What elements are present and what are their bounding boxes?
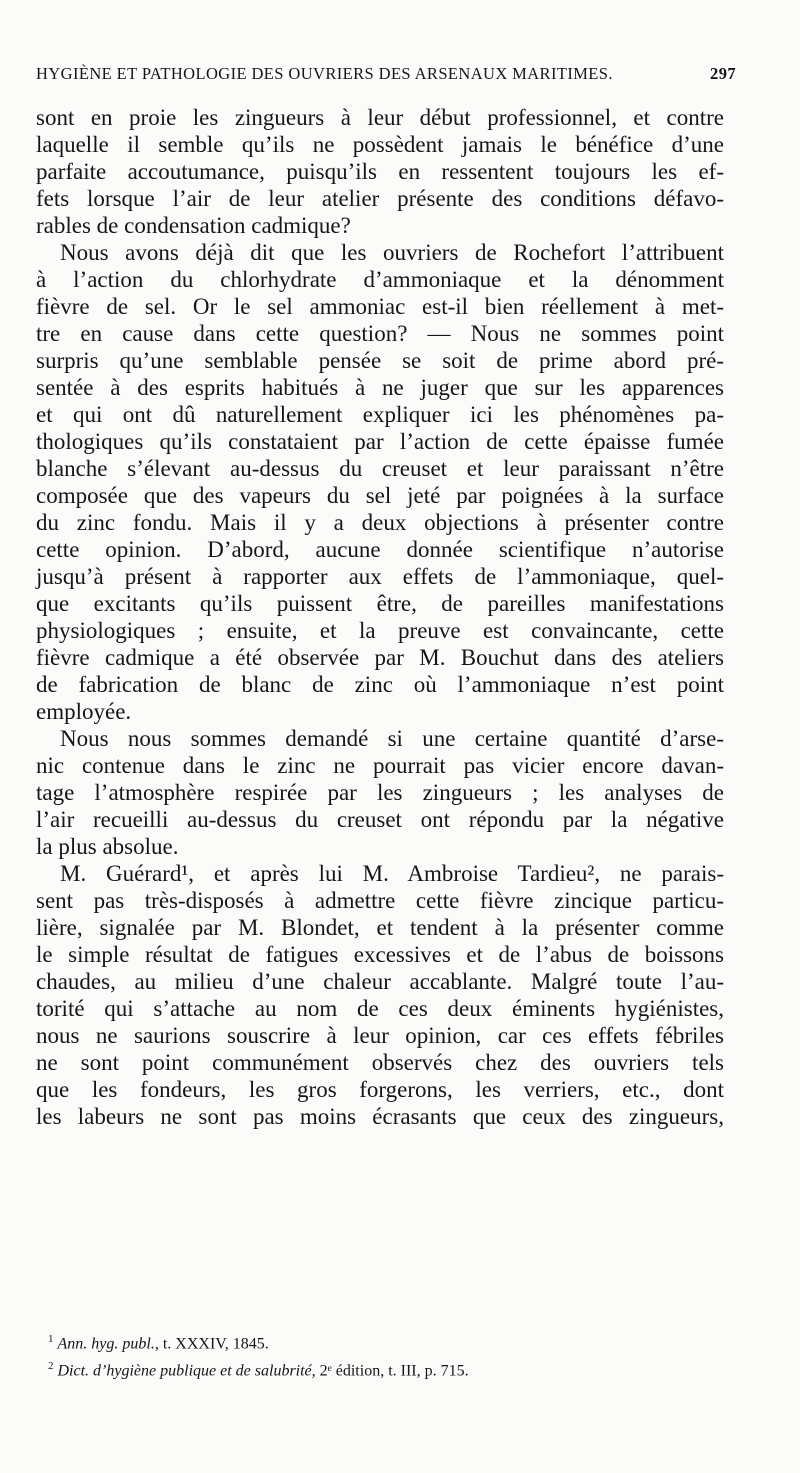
paragraph-4	[36, 860, 724, 1130]
text-line: M. Guérard¹, et après lui M. Ambroise Tardieu², ne parais-	[60, 861, 724, 886]
text-line: du zinc fondu. Mais il y a deux objections à présenter contre	[36, 510, 724, 535]
text-line: fièvre de sel. Or le sel ammoniac est-il bien réellement à met-	[36, 294, 724, 319]
footnote-2	[48, 1355, 728, 1382]
text-line: de fabrication de blanc de zinc où l’ammoniaque n’est point	[36, 672, 724, 697]
footnotes	[48, 1328, 728, 1383]
text-line: torité qui s’attache au nom de ces deux éminents hygiénistes,	[36, 996, 724, 1021]
text-line: tage l’atmosphère respirée par les zingueurs ; les analyses de	[36, 780, 724, 805]
text-line: sentée à des esprits habitués à ne juger que sur les apparences	[36, 375, 724, 400]
footnote-mark: 2	[48, 1360, 54, 1373]
text-line: composée que des vapeurs du sel jeté par poignées à la surface	[36, 483, 724, 508]
text-line: jusqu’à présent à rapporter aux effets de l’ammoniaque, quel-	[36, 564, 724, 589]
text-line: que excitants qu’ils puissent être, de pareilles manifestations	[36, 591, 724, 616]
footnote-mark: 1	[48, 1333, 54, 1345]
text-line: Nous avons déjà dit que les ouvriers de Rochefort l’attribuent	[60, 240, 724, 265]
body-text	[36, 104, 724, 1130]
text-line: à l’action du chlorhydrate d’ammoniaque et la dénomment	[36, 267, 724, 292]
text-line: la plus absolue.	[36, 834, 179, 859]
text-line: employée.	[36, 699, 132, 724]
footnote-reference: 2ᵉ édition, t. III, p. 715.	[315, 1362, 469, 1380]
text-line: les labeurs ne sont pas moins écrasants que ceux des zingueurs,	[36, 1104, 724, 1129]
text-line: Nous nous sommes demandé si une certaine quantité d’arse-	[60, 726, 724, 751]
text-line: sont en proie les zingueurs à leur début professionnel, et contre	[36, 105, 724, 130]
text-line: thologiques qu’ils constataient par l’action de cette épaisse fumée	[36, 429, 724, 454]
text-line: l’air recueilli au-dessus du creuset ont répondu par la négative	[36, 807, 724, 832]
paragraph-3	[36, 725, 724, 860]
text-line: que les fondeurs, les gros forgerons, les verriers, etc., dont	[36, 1077, 724, 1102]
text-line: nic contenue dans le zinc ne pourrait pas vicier encore davan-	[36, 753, 724, 778]
running-header	[36, 64, 736, 86]
text-line: nous ne saurions souscrire à leur opinion, car ces effets fébriles	[36, 1023, 724, 1048]
text-line: blanche s’élevant au-dessus du creuset et leur paraissant n’être	[36, 456, 724, 481]
text-line: fets lorsque l’air de leur atelier présente des conditions défavo-	[36, 186, 724, 211]
text-line: physiologiques ; ensuite, et la preuve est convaincante, cette	[36, 618, 724, 643]
text-line: tre en cause dans cette question? — Nous ne sommes point	[36, 321, 724, 346]
text-line: lière, signalée par M. Blondet, et tendent à la présenter comme	[36, 915, 724, 940]
text-line: rables de condensation cadmique?	[36, 213, 351, 238]
footnote-reference: , t. XXXIV, 1845.	[154, 1335, 269, 1353]
text-line: surpris qu’une semblable pensée se soit de prime abord pré-	[36, 348, 724, 373]
footnote-source-title: Ann. hyg. publ.	[57, 1335, 155, 1353]
text-line: et qui ont dû naturellement expliquer ici les phénomènes pa-	[36, 402, 724, 427]
paragraph-2	[36, 239, 724, 725]
text-line: fièvre cadmique a été observée par M. Bouchut dans des ateliers	[36, 645, 724, 670]
text-line: chaudes, au milieu d’une chaleur accablante. Malgré toute l’au-	[36, 969, 724, 994]
text-line: le simple résultat de fatigues excessives et de l’abus de boissons	[36, 942, 724, 967]
text-line: ne sont point communément observés chez des ouvriers tels	[36, 1050, 724, 1075]
text-line: parfaite accoutumance, puisqu’ils en ressentent toujours les ef-	[36, 159, 724, 184]
text-line: laquelle il semble qu’ils ne possèdent jamais le bénéfice d’une	[36, 132, 724, 157]
paragraph-1	[36, 104, 724, 239]
footnote-source-title: Dict. d’hygiène publique et de salubrité,	[57, 1362, 316, 1380]
text-line: cette opinion. D’abord, aucune donnée scientifique n’autorise	[36, 537, 724, 562]
running-title: HYGIÈNE ET PATHOLOGIE DES OUVRIERS DES ARSENAUX MARITIMES.	[36, 64, 613, 83]
footnote-1	[48, 1328, 728, 1355]
page-number: 297	[710, 64, 736, 83]
text-line: sent pas très-disposés à admettre cette fièvre zincique particu-	[36, 888, 724, 913]
